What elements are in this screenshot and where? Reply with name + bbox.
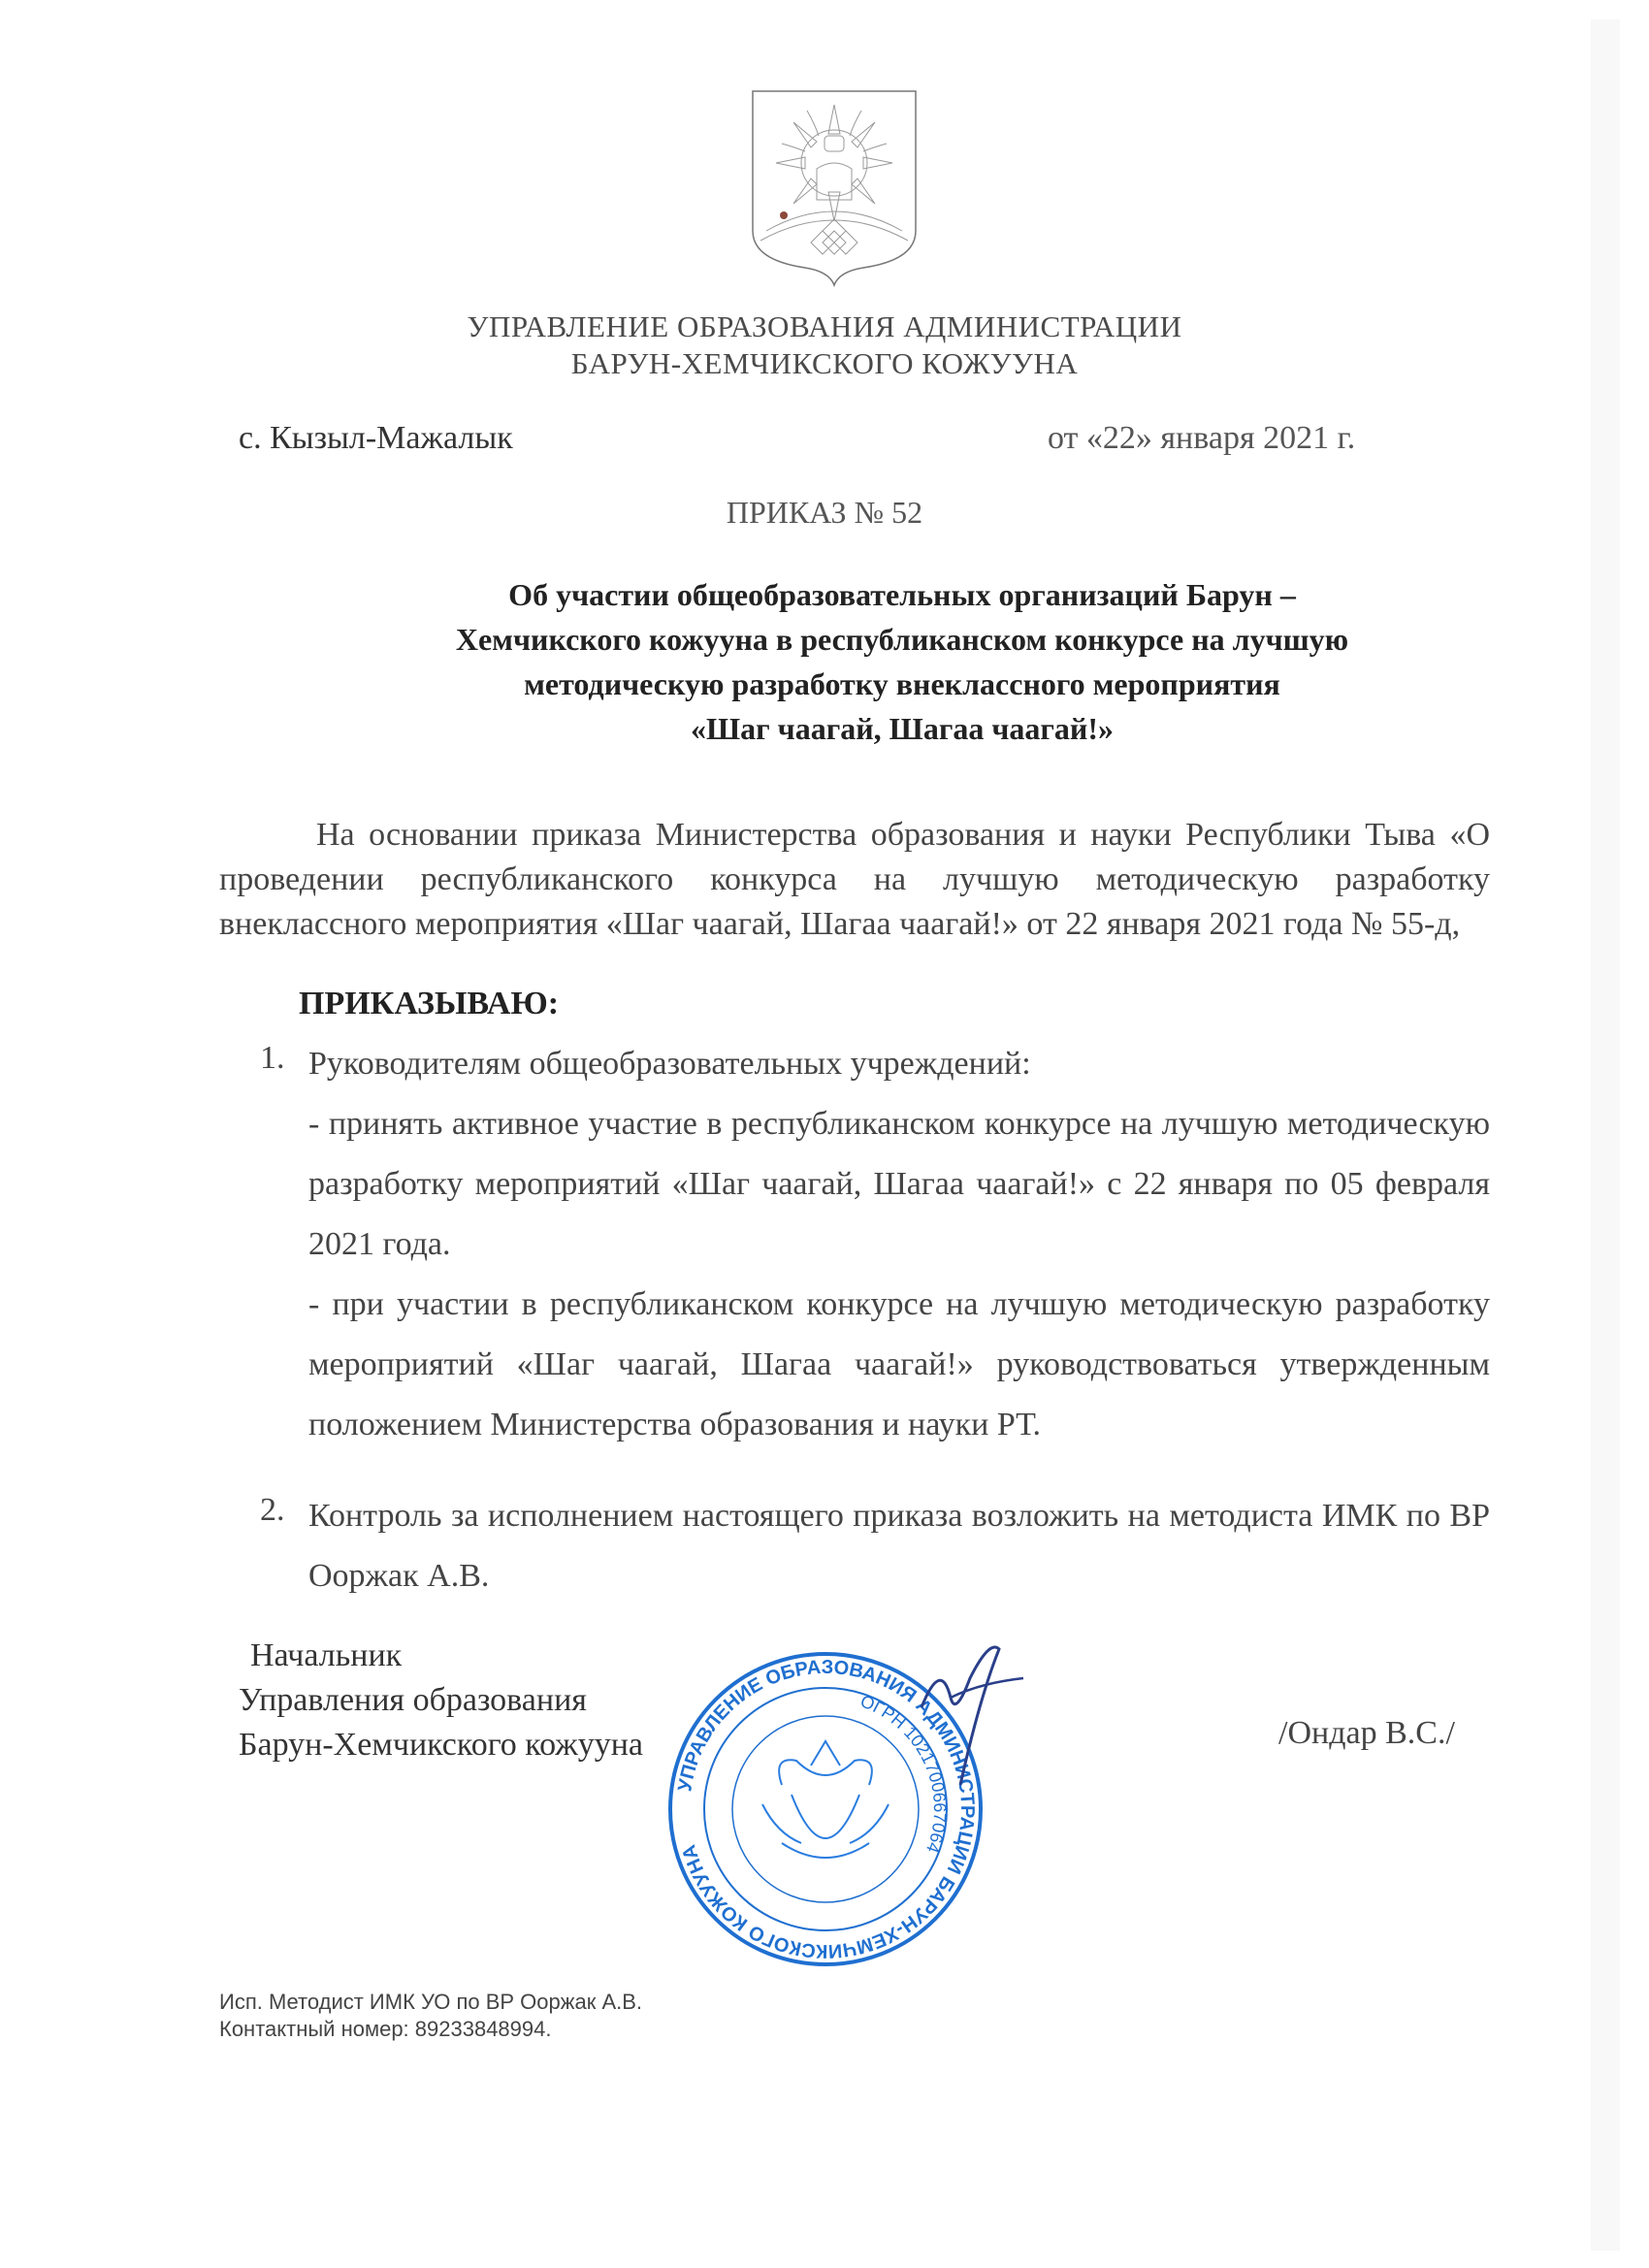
title-line: методическую разработку внеклассного мероприятия (524, 666, 1280, 701)
stamp-ogrn-text: ОГРН 1021700667064 (857, 1691, 951, 1856)
org-name-line2: БАРУН-ХЕМЧИКСКОГО КОЖУУНА (570, 346, 1079, 380)
position-line: Начальник (250, 1637, 403, 1673)
title-line: Об участии общеобразовательных организаций Барун – (508, 577, 1296, 612)
coat-of-arms-emblem (747, 85, 922, 289)
stamp-eagle-icon (762, 1741, 889, 1858)
signatory-position (239, 1634, 643, 1767)
place: с. Кызыл-Мажалык (239, 420, 513, 456)
handwritten-signature (912, 1639, 1028, 1795)
order-word: ПРИКАЗЫВАЮ: (299, 986, 560, 1021)
list-item-number: 2. (260, 1492, 285, 1528)
executor-info (219, 1989, 642, 2043)
position-line: Управления образования (239, 1682, 587, 1718)
position-line: Барун-Хемчикского кожууна (239, 1727, 644, 1763)
contact-phone: Контактный номер: 89233848994. (219, 2017, 552, 2041)
order-number: ПРИКАЗ № 52 (726, 495, 923, 530)
stamp-outer-text: УПРАВЛЕНИЕ ОБРАЗОВАНИЯ АДМИНИСТРАЦИИ БАРУН-ХЕМЧИКСКОГО КОЖУУНА (674, 1656, 979, 1962)
list-item-text: Руководителям общеобразовательных учреждений: (308, 1046, 1031, 1082)
order-title (330, 572, 1474, 751)
signatory-name: /Ондар В.С./ (1278, 1715, 1455, 1751)
list-item-number: 1. (260, 1040, 285, 1076)
order-date: от «22» января 2021 г. (1048, 420, 1356, 456)
list-item-text: Контроль за исполнением настоящего приказа возложить на методиста ИМК по ВР Ооржак А.В. (308, 1498, 1490, 1594)
executor-line: Исп. Методист ИМК УО по ВР Ооржак А.В. (219, 1990, 643, 2014)
title-line: «Шаг чаагай, Шагаа чаагай!» (690, 711, 1115, 746)
list-subitem: - принять активное участие в республиканском конкурсе на лучшую методическую разработку мероприятий «Шаг чаагай, Шагаа чаагай!» с 22 января по 05 февраля 2021 года. (308, 1106, 1490, 1262)
basis-paragraph: На основании приказа Министерства образования и науки Республики Тыва «О проведении республиканского конкурса на лучшую методическую разработку внеклассного мероприятия «Шаг чаагай, Шагаа чаагай!» от 22 января 2021 года № 55-д, (219, 817, 1490, 942)
title-line: Хемчикского кожууна в республиканском конкурсе на лучшую (455, 622, 1349, 657)
org-name-line1: УПРАВЛЕНИЕ ОБРАЗОВАНИЯ АДМИНИСТРАЦИИ (467, 309, 1182, 343)
list-subitem: - при участии в республиканском конкурсе на лучшую методическую разработку мероприятий «Шаг чаагай, Шагаа чаагай!» руководствоваться утвержденным положением Министерства образования и науки РТ. (308, 1286, 1490, 1442)
